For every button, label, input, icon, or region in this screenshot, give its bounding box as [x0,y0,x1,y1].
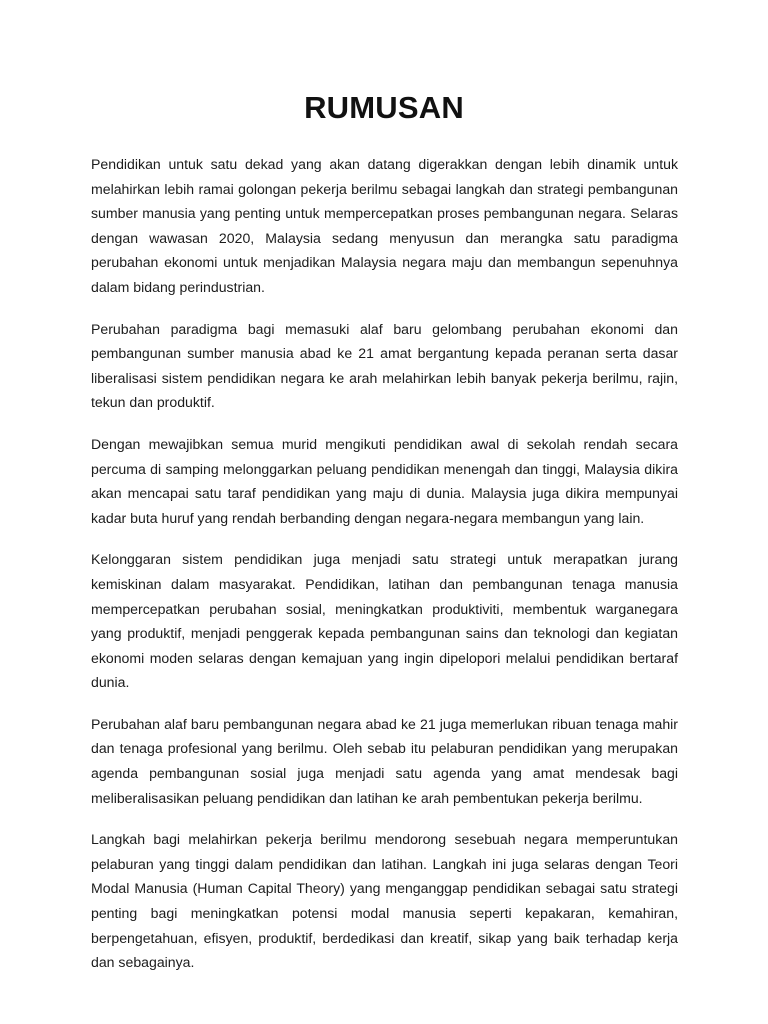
document-body [91,152,678,992]
paragraph-5: Perubahan alaf baru pembangunan negara abad ke 21 juga memerlukan ribuan tenaga mahir dan tenaga profesional yang berilmu. Oleh sebab itu pelaburan pendidikan yang merupakan agenda pembangunan sosial juga menjadi satu agenda yang amat mendesak bagi meliberalisasikan peluang pendidikan dan latihan ke arah pembentukan pekerja berilmu. [91,715,678,806]
paragraph-3: Dengan mewajibkan semua murid mengikuti pendidikan awal di sekolah rendah secara percuma di samping melonggarkan peluang pendidikan menengah dan tinggi, Malaysia dikira akan mencapai satu taraf pendidikan yang maju di dunia. Malaysia juga dikira mempunyai kadar buta huruf yang rendah berbanding dengan negara-negara membangun yang lain. [91,435,678,526]
paragraph-4: Kelonggaran sistem pendidikan juga menjadi satu strategi untuk merapatkan jurang kemiskinan dalam masyarakat. Pendidikan, latihan dan pembangunan tenaga manusia mempercepatkan perubahan sosial, meningkatkan produktiviti, membentuk warganegara yang produktif, menjadi penggerak kepada pembangunan sains dan teknologi dan kegiatan ekonomi moden selaras dengan kemajuan yang ingin dipelopori melalui pendidikan bertaraf dunia. [91,551,678,691]
paragraph-1: Pendidikan untuk satu dekad yang akan datang digerakkan dengan lebih dinamik untuk melahirkan lebih ramai golongan pekerja berilmu sebagai langkah dan strategi pembangunan sumber manusia yang penting untuk mempercepatkan proses pembangunan negara. Selaras dengan wawasan 2020, Malaysia sedang menyusun dan merangka satu paradigma perubahan ekonomi untuk menjadikan Malaysia negara maju dan membangun sepenuhnya dalam bidang perindustrian. [91,156,678,295]
page-title: RUMUSAN [304,90,464,125]
paragraph-6: Langkah bagi melahirkan pekerja berilmu mendorong sesebuah negara memperuntukan pelaburan yang tinggi dalam pendidikan dan latihan. Langkah ini juga selaras dengan Teori Modal Manusia (Human Capital Theory) yang menganggap pendidikan sebagai satu strategi penting bagi meningkatkan potensi modal manusia seperti kepakaran, kemahiran, berpengetahuan, efisyen, produktif, berdedikasi dan kreatif, sikap yang baik terhadap kerja dan sebagainya. [91,831,678,971]
paragraph-2: Perubahan paradigma bagi memasuki alaf baru gelombang perubahan ekonomi dan pembangunan sumber manusia abad ke 21 amat bergantung kepada peranan serta dasar liberalisasi sistem pendidikan negara ke arah melahirkan lebih banyak pekerja berilmu, rajin, tekun dan produktif. [91,320,678,411]
